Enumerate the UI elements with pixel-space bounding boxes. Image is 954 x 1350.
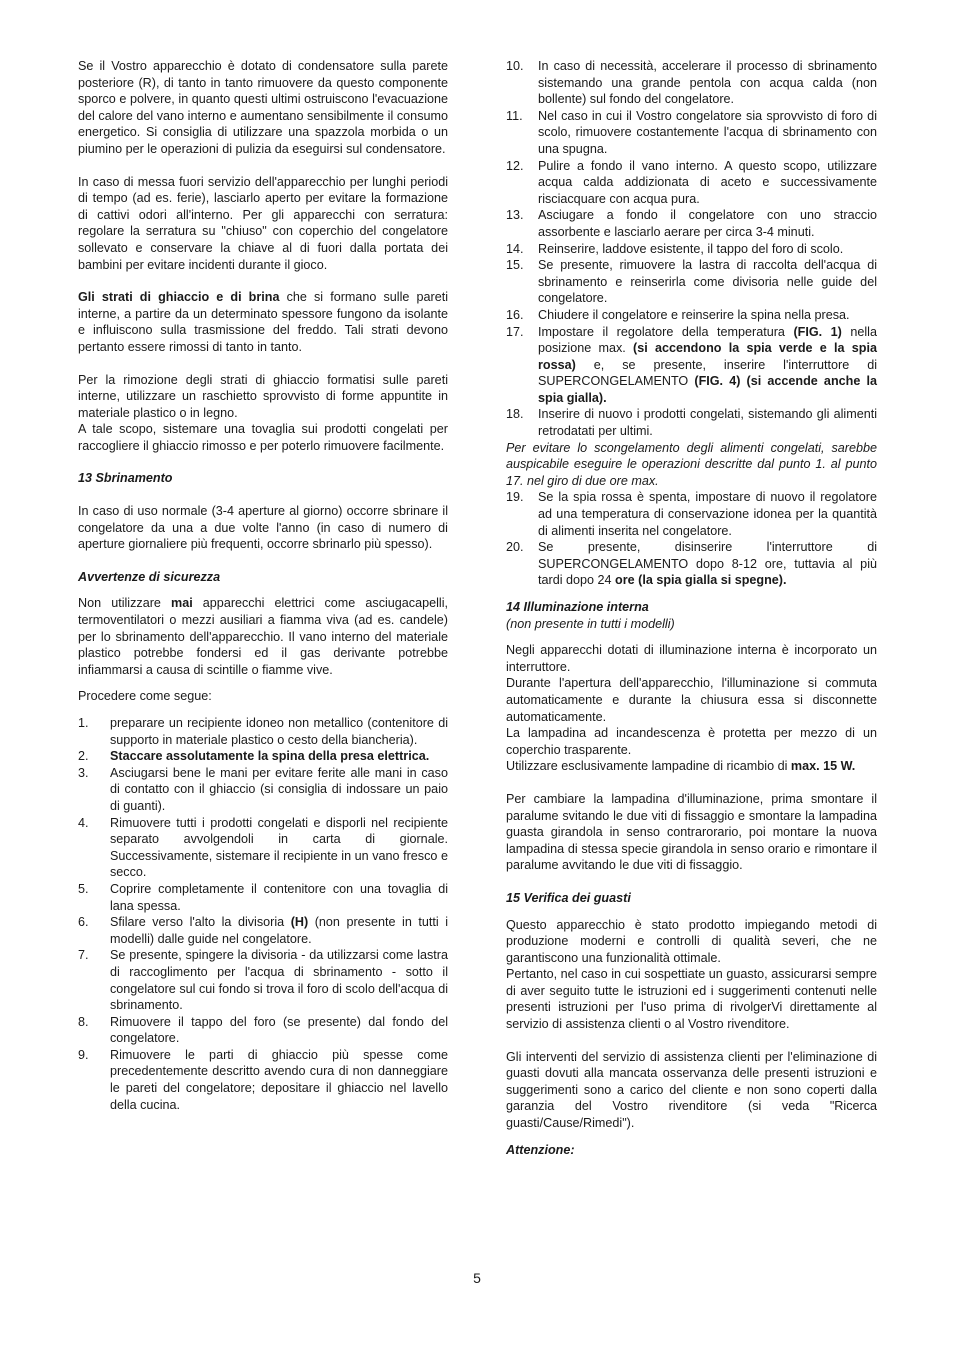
list-text: Rimuovere tutti i prodotti congelati e disporli nel recipiente separato avvolgendoli in carta di giornale. Successivamente, sistemare il recipiente in un vano fresco e secco.: [110, 815, 448, 880]
list-item: [78, 914, 448, 947]
safety-bold: mai: [171, 596, 193, 611]
attention-heading: Attenzione:: [506, 1142, 575, 1157]
troubleshoot-paragraph-1: Questo apparecchio è stato prodotto impiegando metodi di produzione moderni e controlli di qualità severi, che ne garantiscono una funzionalità ottimale.: [506, 917, 877, 965]
lighting-paragraph-2: Durante l'apertura dell'apparecchio, l'illuminazione si commuta automaticamente e durante la chiusura essa si disconnette automaticamente.: [506, 676, 877, 724]
list-number: 18.: [506, 407, 524, 422]
item17-fig4: (FIG. 4) (si accende anche la spia gialla).: [538, 374, 877, 405]
list-number: 10.: [506, 59, 524, 73]
item17-text-c: nella posizione max.: [538, 324, 877, 356]
service-paragraph: Gli interventi del servizio di assistenza clienti per l'eliminazione di guasti dovuti alla mancata osservanza delle presenti istruzioni e suggerimenti sono a carico del cliente e non sono coperti dalla garanzia del Vostro rivenditore (si veda "Ricerca guasti/Cause/Rimedi").: [506, 1049, 877, 1131]
tablecloth-paragraph: A tale scopo, sistemare una tovaglia sui prodotti congelati per raccogliere il ghiaccio rimosso e per poterlo rimuovere facilmente.: [78, 422, 448, 453]
list-text: Inserire di nuovo i prodotti congelati, sistemando gli alimenti retrodatati per ultimi.: [538, 407, 877, 439]
list-text: Se la spia rossa è spenta, impostare di nuovo il regolatore ad una temperatura di conservazione idonea per la quantità di alimenti inserita nel congelatore.: [538, 490, 877, 538]
item17-fig1: (FIG. 1): [793, 324, 842, 339]
list-item: [78, 815, 448, 881]
out-of-service-paragraph: In caso di messa fuori servizio dell'apparecchio per lunghi periodi di tempo (ad es. ferie), lasciarlo aperto per evitare la formazione di cattivi odori all'interno. Per gli apparecchi con serratura: regolare la serratura su "chiuso" con coperchio del congelatore sollevato e conservare la chiave al di fuori dalla portata dei bambini per evitare incidenti durante il gioco.: [78, 174, 448, 272]
procedure-list-right-2: [506, 489, 877, 589]
list-text: [538, 539, 877, 589]
list-item: [78, 748, 448, 765]
procedure-list-left: [78, 715, 448, 1113]
list-number: 5.: [78, 881, 89, 896]
ice-layers-text: che si formano sulle pareti interne, a partire da un determinato spessore fungono da isolante e influiscono sulla trasmissione del freddo. Tali strati devono pertanto essere rimossi di tanto in tanto.: [78, 290, 449, 354]
list-number: 6.: [78, 915, 89, 930]
list-text: Rimuovere il tappo del foro (se presente) dal fondo del congelatore.: [110, 1014, 448, 1046]
list-number: 12.: [506, 158, 524, 173]
list-number: 17.: [506, 324, 524, 339]
section-15-heading: 15 Verifica dei guasti: [506, 890, 631, 905]
list-item: [78, 947, 448, 1013]
lighting-paragraph-1: Negli apparecchi dotati di illuminazione interna è incorporato un interruttore.: [506, 643, 877, 674]
list-text: [110, 914, 448, 947]
list-text: Pulire a fondo il vano interno. A questo scopo, utilizzare acqua calda addizionata di aceto e successivamente risciacquare con acqua pura.: [538, 158, 877, 206]
procedure-intro: Procedere come segue:: [78, 689, 212, 704]
list-item: [78, 765, 448, 815]
list-number: 16.: [506, 307, 524, 322]
lighting-paragraph-4: [506, 758, 877, 775]
lamp-text: Utilizzare esclusivamente lampadine di ricambio di: [506, 759, 791, 774]
list-item: [506, 158, 877, 208]
list-item: [506, 324, 877, 407]
safety-text-a: Non utilizzare: [78, 596, 171, 611]
list-number: 1.: [78, 716, 89, 730]
list-number: 14.: [506, 241, 524, 256]
list-text: Chiudere il congelatore e reinserire la spina nella presa.: [538, 307, 850, 322]
section-13-heading: 13 Sbrinamento: [78, 471, 173, 486]
list-item: [506, 58, 877, 108]
list-item: [506, 207, 877, 240]
item17-text-a: Impostare il regolatore della temperatura: [538, 324, 794, 339]
page-number: 5: [473, 1270, 481, 1286]
list-text: Asciugare a fondo il congelatore con uno straccio assorbente e lasciarlo aerare per circa 3-4 minuti.: [538, 208, 877, 239]
item20-bold: ore (la spia gialla si spegne).: [615, 573, 787, 588]
list-number: 4.: [78, 815, 89, 830]
list-number: 3.: [78, 765, 89, 780]
list-item: [78, 1014, 448, 1047]
list-item: [506, 257, 877, 307]
list-item: [506, 489, 877, 539]
list-item: [78, 881, 448, 914]
item6-text-b: (non presente in tutti i modelli) dalle guide nel congelatore.: [110, 915, 448, 946]
defrost-frequency-paragraph: In caso di uso normale (3-4 aperture al giorno) occorre sbrinare il congelatore da una a due volte l'anno (in caso di numero di aperture giornaliere più frequenti, occorre sbrinarlo più spesso).: [78, 504, 448, 552]
lamp-wattage: max. 15 W.: [790, 759, 856, 774]
item17-lights: (si accendono la spia verde e la spia rossa): [538, 341, 877, 372]
item6-text-a: Sfilare verso l'alto la divisoria: [110, 915, 291, 930]
ice-layers-bold: Gli strati di ghiaccio e di brina: [78, 290, 280, 305]
item20-text-a: Se presente, disinserire l'interruttore di SUPERCONGELAMENTO dopo 8-12 ore, tuttavia al più tardi dopo 24: [538, 540, 877, 588]
list-text: Staccare assolutamente la spina della presa elettrica.: [110, 749, 430, 764]
list-number: 7.: [78, 948, 89, 963]
procedure-list-right: [506, 58, 877, 440]
list-item: [78, 715, 448, 748]
list-item: [506, 307, 877, 324]
troubleshoot-paragraph-2: Pertanto, nel caso in cui sospettiate un guasto, assicurarsi sempre di aver seguito tutte le istruzioni ed i suggerimenti contenuti nelle presenti istruzioni per l'uso prima di rivolgerVi direttamente al servizio di assistenza clienti o al Vostro rivenditore.: [506, 967, 877, 1032]
safety-paragraph: [78, 595, 448, 678]
list-item: [506, 539, 877, 589]
list-number: 13.: [506, 208, 524, 223]
list-number: 11.: [506, 108, 523, 123]
list-item: [78, 1047, 448, 1113]
list-text: Reinserire, laddove esistente, il tappo del foro di scolo.: [538, 241, 844, 256]
two-hours-note: Per evitare lo scongelamento degli alimenti congelati, sarebbe auspicabile eseguire le operazioni descritte dal punto 1. al punto 17. nel giro di due ore max.: [506, 440, 877, 488]
list-text: Se presente, spingere la divisoria - da utilizzarsi come lastra di raccoglimento per l'acqua di sbrinamento - sotto il congelatore sul cui fondo si trova il foro di scolo dell'acqua di sbrinamento.: [110, 948, 448, 1013]
list-number: 8.: [78, 1014, 89, 1029]
left-column: [78, 58, 448, 1113]
list-text: Se presente, rimuovere la lastra di raccolta dell'acqua di sbrinamento e reinserirla come divisoria nelle guide del congelatore.: [538, 258, 877, 306]
list-item: [506, 406, 877, 439]
safety-text-b: apparecchi elettrici come asciugacapelli, termoventilatori o mezzi ausiliari a fiamma viva (ad es. candele) per lo sbrinamento dell'apparecchio. Il vano interno del materiale plastico potrebbe fondersi ed il gas derivante potrebbe infiammarsi a causa di scintille o fiamme vive.: [78, 596, 449, 677]
list-number: 15.: [506, 258, 524, 273]
ice-layers-paragraph: [78, 289, 448, 355]
list-item: [506, 241, 877, 258]
list-number: 20.: [506, 540, 524, 555]
safety-warnings-heading: Avvertenze di sicurezza: [78, 569, 221, 584]
list-text: Coprire completamente il contenitore con una tovaglia di lana spessa.: [110, 881, 448, 913]
list-number: 19.: [506, 490, 524, 505]
right-column: [506, 58, 877, 1158]
section-14-heading: 14 Illuminazione interna: [506, 600, 649, 614]
item17-text-d: e, se presente, inserire l'interruttore di SUPERCONGELAMENTO: [538, 357, 877, 389]
list-text: Asciugarsi bene le mani per evitare ferite alle mani in caso di contatto con il ghiaccio (si consiglia di indossare un paio di guanti).: [110, 765, 448, 813]
section-14-subheading: (non presente in tutti i modelli): [506, 616, 675, 631]
list-text: In caso di necessità, accelerare il processo di sbrinamento sistemando una grande pentola con acqua calda (non bollente) sul fondo del congelatore.: [538, 59, 877, 107]
condenser-paragraph: Se il Vostro apparecchio è dotato di condensatore sulla parete posteriore (R), di tanto in tanto rimuovere da questo componente sporco e polvere, in quanto questi ultimi ostruiscono l'evacuazione del calore del vano interno e aumentano sensibilmente il consumo energetico. Si consiglia di utilizzare una spazzola morbida o un piumino per le operazioni di pulizia da eseguirsi sul condensatore.: [78, 59, 448, 156]
lighting-paragraph-3: La lampadina ad incandescenza è protetta per mezzo di un coperchio trasparente.: [506, 726, 877, 757]
list-number: 2.: [78, 749, 89, 764]
list-text: [538, 324, 877, 407]
list-text: Rimuovere le parti di ghiaccio più spesse come precedentemente descritto avendo cura di non danneggiare le pareti del congelatore; depositare il ghiaccio nel lavello della cucina.: [110, 1047, 448, 1112]
lamp-replacement-paragraph: Per cambiare la lampadina d'illuminazione, prima smontare il paralume svitando le due viti di fissaggio e smontare la lampadina guasta girandola in senso contrarorario, poi montare la nuova lampadina di stessa specie girandola in senso orario e rimontare il paralume avvitando le due viti di fissaggio.: [506, 791, 877, 873]
list-text: Nel caso in cui il Vostro congelatore sia sprovvisto di foro di scolo, rimuovere costantemente l'acqua di sbrinamento con una spugna.: [538, 108, 877, 156]
list-text: preparare un recipiente idoneo non metallico (contenitore di supporto in materiale plastico o cesto della biancheria).: [110, 716, 448, 747]
list-number: 9.: [78, 1047, 89, 1062]
item6-bold: (H): [290, 915, 309, 930]
list-item: [506, 108, 877, 158]
ice-removal-paragraph: Per la rimozione degli strati di ghiaccio formatisi sulle pareti interne, utilizzare un raschietto sprovvisto di forme appuntite in materiale plastico o in legno.: [78, 372, 448, 420]
